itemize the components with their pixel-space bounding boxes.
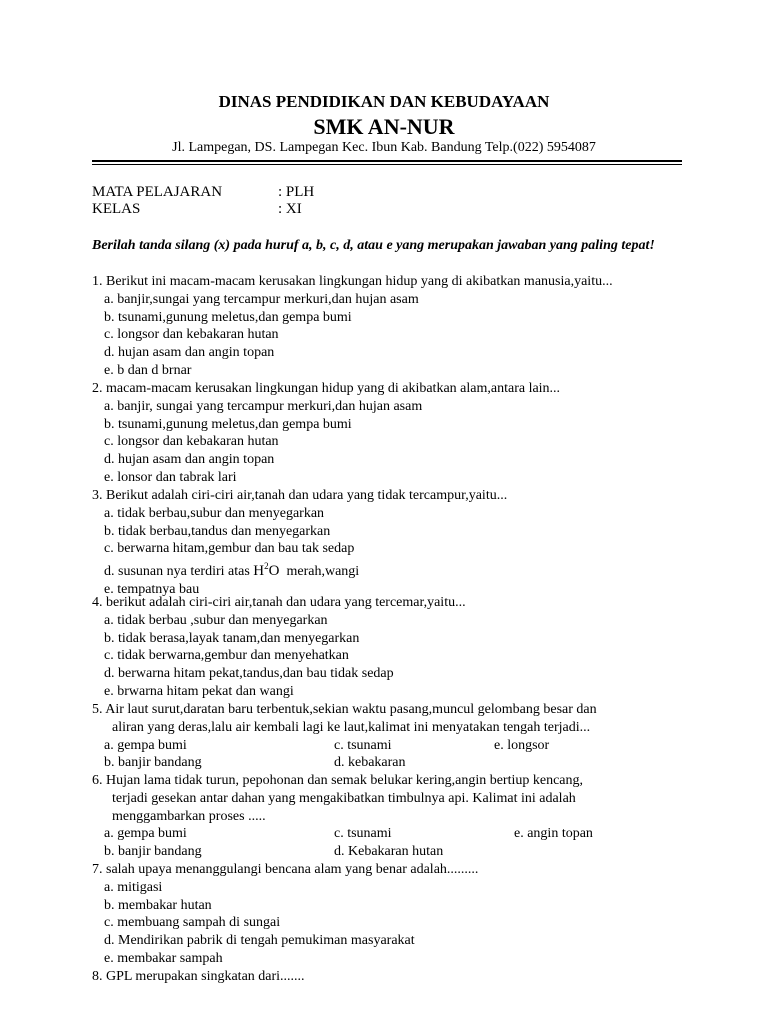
- question-5-options-row-1: [92, 737, 692, 755]
- question-2-option-e: e. lonsor dan tabrak lari: [104, 469, 237, 485]
- subject-label: MATA PELAJARAN: [92, 184, 223, 200]
- question-3-option-b: b. tidak berbau,tandus dan menyegarkan: [104, 523, 331, 539]
- question-2: [92, 380, 692, 487]
- question-3-option-d: [92, 558, 692, 581]
- question-4-text: 4. berikut adalah ciri-ciri air,tanah dan udara yang tercemar,yaitu...: [92, 595, 466, 610]
- question-2-option-d: d. hujan asam dan angin topan: [104, 452, 275, 468]
- question-3-option-d-prefix: d. susunan nya terdiri atas: [104, 564, 254, 580]
- header-agency: DINAS PENDIDIKAN DAN KEBUDAYAAN: [218, 92, 550, 111]
- question-8: [92, 968, 692, 986]
- question-3-text: 3. Berikut adalah ciri-ciri air,tanah dan udara yang tidak tercampur,yaitu...: [92, 488, 508, 503]
- question-4-option-e: e. brwarna hitam pekat dan wangi: [104, 683, 294, 699]
- question-3-option-a: a. tidak berbau,subur dan menyegarkan: [104, 505, 325, 521]
- question-6: [92, 772, 692, 861]
- header-rule-thin: [92, 164, 682, 165]
- question-6-option-c: c. tsunami: [334, 826, 392, 842]
- question-4-option-d: d. berwarna hitam pekat,tandus,dan bau tidak sedap: [104, 666, 394, 682]
- question-1-option-c: c. longsor dan kebakaran hutan: [104, 327, 279, 343]
- question-3-option-c: c. berwarna hitam,gembur dan bau tak sedap: [104, 541, 355, 557]
- h2o-h: H: [253, 563, 265, 580]
- question-1: [92, 273, 692, 380]
- question-5-option-a: a. gempa bumi: [104, 737, 187, 753]
- question-6-line-2: terjadi gesekan antar dahan yang mengakibatkan timbulnya api. Kalimat ini adalah: [112, 790, 576, 806]
- question-7: [92, 861, 692, 968]
- header-rule-thick: [92, 160, 682, 162]
- subject-value: : PLH: [278, 184, 315, 200]
- question-6-option-e: e. angin topan: [514, 826, 593, 842]
- question-3-option-d-suffix: merah,wangi: [279, 564, 360, 580]
- question-5: [92, 701, 692, 772]
- question-6-option-d: d. Kebakaran hutan: [334, 844, 444, 860]
- class-label: KELAS: [92, 201, 141, 217]
- question-1-option-e: e. b dan d brnar: [104, 362, 192, 378]
- question-1-option-d: d. hujan asam dan angin topan: [104, 345, 275, 361]
- instruction: Berilah tanda silang (x) pada huruf a, b, c, d, atau e yang merupakan jawaban yang paling tepat!: [92, 238, 655, 253]
- question-6-options-row-2: [92, 843, 692, 861]
- header-school: SMK AN-NUR: [313, 114, 455, 139]
- h2o-subscript: 2: [264, 561, 269, 572]
- header-address: Jl. Lampegan, DS. Lampegan Kec. Ibun Kab. Bandung Telp.(022) 5954087: [172, 140, 596, 155]
- question-2-text: 2. macam-macam kerusakan lingkungan hidup yang di akibatkan alam,antara lain...: [92, 381, 561, 396]
- question-5-line-2: aliran yang deras,lalu air kembali lagi ke laut,kalimat ini menyatakan tengah terjadi...: [112, 719, 591, 735]
- question-7-option-a: a. mitigasi: [104, 879, 163, 895]
- question-4: [92, 594, 692, 701]
- question-8-text: 8. GPL merupakan singkatan dari.......: [92, 969, 305, 984]
- question-5-line-1: 5. Air laut surut,daratan baru terbentuk,sekian waktu pasang,muncul gelombang besar dan: [92, 702, 597, 717]
- question-2-option-a: a. banjir, sungai yang tercampur merkuri,dan hujan asam: [104, 398, 423, 414]
- question-6-options-row-1: [92, 825, 692, 843]
- question-6-line-1: 6. Hujan lama tidak turun, pepohonan dan semak belukar kering,angin bertiup kencang,: [92, 773, 584, 788]
- question-6-option-b: b. banjir bandang: [104, 844, 202, 860]
- question-2-option-b: b. tsunami,gunung meletus,dan gempa bumi: [104, 416, 352, 432]
- class-value: : XI: [278, 201, 302, 217]
- question-4-option-c: c. tidak berwarna,gembur dan menyehatkan: [104, 648, 349, 664]
- question-3-option-e: e. tempatnya bau: [104, 581, 200, 597]
- question-1-option-a: a. banjir,sungai yang tercampur merkuri,dan hujan asam: [104, 291, 419, 307]
- question-6-option-a: a. gempa bumi: [104, 826, 187, 842]
- question-7-option-b: b. membakar hutan: [104, 897, 212, 913]
- question-7-option-d: d. Mendirikan pabrik di tengah pemukiman masyarakat: [104, 933, 415, 949]
- question-5-option-e: e. longsor: [494, 737, 550, 753]
- question-4-option-a: a. tidak berbau ,subur dan menyegarkan: [104, 612, 328, 628]
- question-2-option-c: c. longsor dan kebakaran hutan: [104, 434, 279, 450]
- question-7-text: 7. salah upaya menanggulangi bencana alam yang benar adalah.........: [92, 862, 479, 877]
- meta-class: [92, 201, 302, 218]
- question-1-text: 1. Berikut ini macam-macam kerusakan lingkungan hidup yang di akibatkan manusia,yaitu...: [92, 274, 613, 289]
- question-5-option-d: d. kebakaran: [334, 755, 406, 771]
- meta-subject: [92, 184, 314, 201]
- question-6-line-3: menggambarkan proses .....: [112, 808, 266, 824]
- question-5-option-c: c. tsunami: [334, 737, 392, 753]
- h2o-o: O: [268, 563, 280, 580]
- question-3: [92, 487, 692, 599]
- h2o-formula: [253, 563, 279, 579]
- question-7-option-e: e. membakar sampah: [104, 950, 223, 966]
- question-1-option-b: b. tsunami,gunung meletus,dan gempa bumi: [104, 309, 352, 325]
- question-4-option-b: b. tidak berasa,layak tanam,dan menyegarkan: [104, 630, 360, 646]
- question-5-options-row-2: [92, 754, 692, 772]
- question-7-option-c: c. membuang sampah di sungai: [104, 915, 281, 931]
- question-5-option-b: b. banjir bandang: [104, 755, 202, 771]
